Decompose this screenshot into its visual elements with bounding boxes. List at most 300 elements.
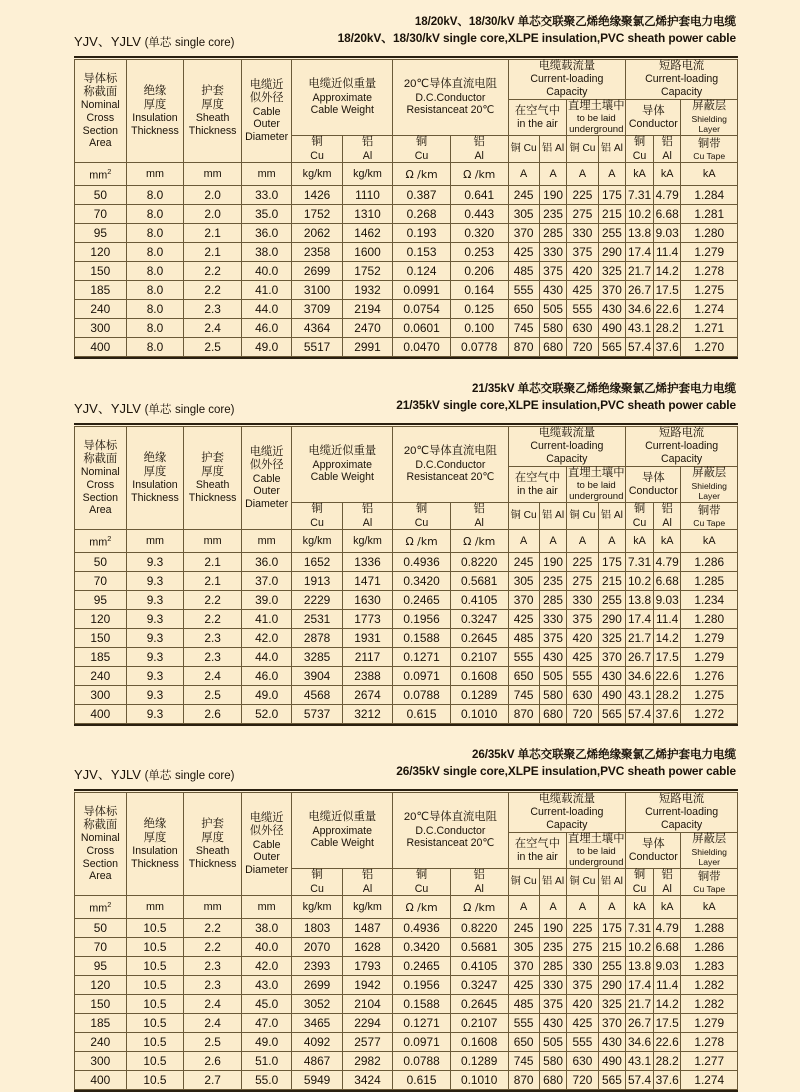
th-label-en: in the air bbox=[517, 117, 558, 130]
table-row bbox=[75, 338, 738, 357]
cell-insulation-thickness: 10.5 bbox=[126, 1033, 184, 1052]
th-label-en: Cu Tape bbox=[693, 517, 726, 528]
cell-nominal-cross-section: 240 bbox=[75, 667, 127, 686]
th-label: 铜 Cu bbox=[510, 143, 537, 155]
th-label-en-2: Cable Weight bbox=[310, 837, 374, 850]
cell-ampacity-underground-cu: 425 bbox=[567, 648, 598, 667]
cell-ampacity-air-al: 375 bbox=[539, 629, 567, 648]
cell-ampacity-air-al: 580 bbox=[539, 686, 567, 705]
cell-ampacity-underground-al: 290 bbox=[598, 610, 626, 629]
th-label-en-3: Section bbox=[82, 857, 118, 870]
cell-short-circuit-shield-cu-tape: 1.278 bbox=[681, 1033, 738, 1052]
th-label-cn: 铝 bbox=[473, 869, 485, 882]
cell-cable-outer-diameter: 38.0 bbox=[241, 919, 291, 938]
cell-ampacity-underground-al: 215 bbox=[598, 205, 626, 224]
th-label: 铝 Al bbox=[542, 876, 565, 888]
cell-nominal-cross-section: 95 bbox=[75, 591, 127, 610]
th-label-cn-1: 电缆近 bbox=[249, 78, 284, 91]
th-label: 铜 Cu bbox=[569, 510, 596, 522]
th-current-loading-group bbox=[508, 793, 626, 833]
cell-cable-weight-cu: 1426 bbox=[292, 186, 342, 205]
cell-dc-resistance-cu: 0.0991 bbox=[393, 281, 451, 300]
table-row bbox=[75, 957, 738, 976]
th-label-en-1: Nominal bbox=[80, 832, 120, 845]
unit-area: $mm^2$ bbox=[75, 530, 127, 553]
cell-short-circuit-conductor-al: 11.4 bbox=[653, 610, 681, 629]
cell-insulation-thickness: 8.0 bbox=[126, 281, 184, 300]
cell-nominal-cross-section: 400 bbox=[75, 705, 127, 724]
header-row-group-1 bbox=[75, 793, 738, 833]
unit-sc-cu: kA bbox=[626, 163, 654, 186]
cell-ampacity-underground-al: 490 bbox=[598, 319, 626, 338]
cell-cable-weight-al: 2388 bbox=[342, 667, 392, 686]
cell-cable-weight-al: 3424 bbox=[342, 1071, 392, 1090]
th-label-en-2: Cable Weight bbox=[310, 104, 374, 117]
th-resistance-cu bbox=[393, 136, 451, 163]
cell-ampacity-underground-al: 490 bbox=[598, 1052, 626, 1071]
th-label-cn: 铜带 bbox=[697, 137, 721, 150]
th-sheath-thickness bbox=[184, 793, 242, 896]
th-label-en-1: Approximate bbox=[312, 91, 373, 104]
unit-resistance-cu: Ω /km bbox=[393, 896, 451, 919]
cell-cable-weight-cu: 3904 bbox=[292, 667, 342, 686]
cell-sheath-thickness: 2.2 bbox=[184, 938, 242, 957]
th-nominal-cross-section bbox=[75, 793, 127, 896]
cell-ampacity-air-cu: 555 bbox=[508, 1014, 539, 1033]
cell-dc-resistance-al: 0.641 bbox=[450, 186, 508, 205]
cell-cable-weight-al: 1600 bbox=[342, 243, 392, 262]
cell-nominal-cross-section: 70 bbox=[75, 938, 127, 957]
cell-ampacity-air-al: 430 bbox=[539, 1014, 567, 1033]
cell-short-circuit-conductor-cu: 57.4 bbox=[626, 338, 654, 357]
table-row bbox=[75, 300, 738, 319]
th-label-cn-2: 似外径 bbox=[249, 459, 284, 472]
cell-cable-weight-al: 2294 bbox=[342, 1014, 392, 1033]
cell-nominal-cross-section: 185 bbox=[75, 648, 127, 667]
th-label-en-1: Cable bbox=[252, 472, 281, 485]
th-label-en-1: Cable bbox=[252, 105, 281, 118]
unit-weight-al: kg/km bbox=[342, 896, 392, 919]
th-label-en-1: Cable bbox=[252, 838, 281, 851]
cell-ampacity-underground-al: 370 bbox=[598, 281, 626, 300]
cell-cable-weight-cu: 5517 bbox=[292, 338, 342, 357]
th-label-cn: 导体 bbox=[642, 104, 665, 117]
table-row bbox=[75, 553, 738, 572]
cell-dc-resistance-al: 0.2645 bbox=[450, 995, 508, 1014]
th-label-en-3: Diameter bbox=[245, 497, 289, 510]
th-label-en: Current-loading Capacity bbox=[645, 440, 719, 465]
cell-dc-resistance-al: 0.125 bbox=[450, 300, 508, 319]
th-label-en: Cu bbox=[414, 516, 429, 529]
cell-ampacity-air-cu: 370 bbox=[508, 224, 539, 243]
unit-underground-al: A bbox=[598, 530, 626, 553]
th-sc-conductor-al bbox=[653, 869, 681, 896]
cell-sheath-thickness: 2.2 bbox=[184, 591, 242, 610]
cell-ampacity-underground-cu: 720 bbox=[567, 1071, 598, 1090]
cell-nominal-cross-section: 95 bbox=[75, 224, 127, 243]
cell-dc-resistance-al: 0.1289 bbox=[450, 1052, 508, 1071]
cell-cable-outer-diameter: 43.0 bbox=[241, 976, 291, 995]
th-sc-conductor-cu bbox=[626, 136, 654, 163]
cell-short-circuit-conductor-al: 4.79 bbox=[653, 186, 681, 205]
cell-ampacity-underground-cu: 275 bbox=[567, 938, 598, 957]
th-sc-conductor-al bbox=[653, 136, 681, 163]
table-row bbox=[75, 572, 738, 591]
cell-ampacity-underground-cu: 330 bbox=[567, 591, 598, 610]
th-label-en: Cu bbox=[414, 149, 429, 162]
cell-ampacity-underground-cu: 225 bbox=[567, 919, 598, 938]
unit-weight-al: kg/km bbox=[342, 163, 392, 186]
cell-cable-weight-al: 1630 bbox=[342, 591, 392, 610]
cell-dc-resistance-cu: 0.153 bbox=[393, 243, 451, 262]
cell-nominal-cross-section: 300 bbox=[75, 686, 127, 705]
cell-ampacity-air-cu: 870 bbox=[508, 705, 539, 724]
cell-cable-outer-diameter: 55.0 bbox=[241, 1071, 291, 1090]
table-row bbox=[75, 648, 738, 667]
th-air-cu bbox=[508, 503, 539, 530]
th-label-cn: 电缆载流量 bbox=[538, 427, 596, 439]
cell-cable-weight-cu: 5949 bbox=[292, 1071, 342, 1090]
table-row bbox=[75, 919, 738, 938]
cell-cable-weight-cu: 1913 bbox=[292, 572, 342, 591]
cell-short-circuit-shield-cu-tape: 1.284 bbox=[681, 186, 738, 205]
th-label-en: Cu bbox=[310, 882, 324, 895]
cell-cable-outer-diameter: 36.0 bbox=[241, 553, 291, 572]
th-label-en-2: Cable Weight bbox=[310, 471, 374, 484]
block-title-area bbox=[74, 381, 738, 423]
th-label-en-2: Thickness bbox=[188, 491, 237, 504]
th-label-cn: 铝 bbox=[661, 503, 673, 516]
th-label-en: Current-loading Capacity bbox=[530, 806, 604, 831]
th-label-cn: 铝 bbox=[361, 136, 374, 149]
cell-short-circuit-conductor-cu: 34.6 bbox=[626, 667, 654, 686]
cell-short-circuit-conductor-cu: 17.4 bbox=[626, 610, 654, 629]
table-wrapper bbox=[74, 56, 738, 359]
cell-sheath-thickness: 2.1 bbox=[184, 243, 242, 262]
cell-nominal-cross-section: 95 bbox=[75, 957, 127, 976]
table-row bbox=[75, 976, 738, 995]
th-label-cn-1: 绝缘 bbox=[143, 85, 167, 98]
cell-insulation-thickness: 9.3 bbox=[126, 648, 184, 667]
cell-sheath-thickness: 2.2 bbox=[184, 610, 242, 629]
th-label-en: Al bbox=[662, 882, 672, 895]
table-18-20kv bbox=[74, 59, 738, 357]
cell-insulation-thickness: 9.3 bbox=[126, 553, 184, 572]
th-label-en-2: Thickness bbox=[188, 124, 237, 137]
cell-ampacity-air-cu: 745 bbox=[508, 686, 539, 705]
series-paren-cn: (单芯 bbox=[144, 404, 172, 416]
cell-short-circuit-shield-cu-tape: 1.283 bbox=[681, 957, 738, 976]
cell-nominal-cross-section: 120 bbox=[75, 243, 127, 262]
cell-sheath-thickness: 2.2 bbox=[184, 281, 242, 300]
cell-ampacity-underground-cu: 425 bbox=[567, 1014, 598, 1033]
cell-cable-weight-cu: 3709 bbox=[292, 300, 342, 319]
th-label-cn: 导体 bbox=[642, 471, 665, 484]
th-label-en-3: Section bbox=[82, 491, 118, 504]
cell-insulation-thickness: 8.0 bbox=[126, 262, 184, 281]
cell-dc-resistance-cu: 0.2465 bbox=[393, 591, 451, 610]
th-label-en-2: Thickness bbox=[131, 124, 179, 137]
unit-resistance-al: Ω /km bbox=[450, 530, 508, 553]
th-label-cn: 铜 bbox=[311, 136, 323, 149]
cell-ampacity-underground-cu: 720 bbox=[567, 705, 598, 724]
cell-ampacity-air-al: 430 bbox=[539, 648, 567, 667]
th-label-cn: 铜 bbox=[415, 869, 428, 882]
cell-short-circuit-shield-cu-tape: 1.279 bbox=[681, 243, 738, 262]
unit-area: $mm^2$ bbox=[75, 163, 127, 186]
cell-cable-outer-diameter: 44.0 bbox=[241, 648, 291, 667]
th-label-en: Cu bbox=[310, 516, 324, 529]
th-label-cn-1: 电缆近 bbox=[249, 445, 284, 458]
cell-ampacity-air-al: 680 bbox=[539, 705, 567, 724]
th-insulation-thickness bbox=[126, 60, 184, 163]
cell-cable-weight-cu: 4364 bbox=[292, 319, 342, 338]
cell-short-circuit-conductor-al: 22.6 bbox=[653, 667, 681, 686]
cell-ampacity-underground-al: 430 bbox=[598, 1033, 626, 1052]
cell-insulation-thickness: 10.5 bbox=[126, 957, 184, 976]
cell-nominal-cross-section: 150 bbox=[75, 262, 127, 281]
table-wrapper bbox=[74, 423, 738, 726]
cell-short-circuit-conductor-cu: 13.8 bbox=[626, 224, 654, 243]
cell-short-circuit-conductor-al: 17.5 bbox=[653, 1014, 681, 1033]
th-label-en: Cu bbox=[632, 149, 647, 162]
unit-underground-cu: A bbox=[567, 163, 598, 186]
th-underground-al bbox=[598, 869, 626, 896]
th-label-en: Current-loading Capacity bbox=[645, 806, 719, 831]
th-label-cn-2: 称截面 bbox=[83, 819, 118, 832]
units-row bbox=[75, 896, 738, 919]
th-label-en-3: Diameter bbox=[245, 130, 289, 143]
cell-dc-resistance-cu: 0.3420 bbox=[393, 572, 451, 591]
unit-sc-tape: kA bbox=[681, 896, 738, 919]
cell-ampacity-underground-al: 290 bbox=[598, 976, 626, 995]
th-label-cn: 铜带 bbox=[697, 870, 721, 883]
th-cable-outer-diameter bbox=[241, 60, 291, 163]
unit-weight-cu: kg/km bbox=[292, 530, 342, 553]
cell-insulation-thickness: 10.5 bbox=[126, 938, 184, 957]
cell-cable-outer-diameter: 42.0 bbox=[241, 957, 291, 976]
cell-nominal-cross-section: 150 bbox=[75, 995, 127, 1014]
th-underground-cu bbox=[567, 136, 598, 163]
cell-cable-weight-al: 3212 bbox=[342, 705, 392, 724]
cell-short-circuit-conductor-al: 11.4 bbox=[653, 976, 681, 995]
cell-short-circuit-conductor-cu: 34.6 bbox=[626, 1033, 654, 1052]
unit-sc-cu: kA bbox=[626, 896, 654, 919]
cell-insulation-thickness: 10.5 bbox=[126, 976, 184, 995]
cell-ampacity-underground-al: 175 bbox=[598, 553, 626, 572]
cell-ampacity-air-cu: 370 bbox=[508, 957, 539, 976]
cell-short-circuit-conductor-al: 37.6 bbox=[653, 705, 681, 724]
unit-sc-tape: kA bbox=[681, 530, 738, 553]
th-resistance-cu bbox=[393, 503, 451, 530]
cell-cable-weight-al: 2674 bbox=[342, 686, 392, 705]
cell-dc-resistance-al: 0.4105 bbox=[450, 957, 508, 976]
th-label-en: Al bbox=[474, 516, 484, 529]
cell-ampacity-air-cu: 425 bbox=[508, 243, 539, 262]
unit-resistance-cu: Ω /km bbox=[393, 530, 451, 553]
cell-ampacity-air-cu: 870 bbox=[508, 338, 539, 357]
cell-short-circuit-shield-cu-tape: 1.280 bbox=[681, 224, 738, 243]
cell-cable-outer-diameter: 41.0 bbox=[241, 281, 291, 300]
th-in-the-air bbox=[508, 99, 567, 136]
th-label-cn: 铜 bbox=[633, 136, 646, 149]
cell-ampacity-underground-cu: 375 bbox=[567, 610, 598, 629]
cell-ampacity-underground-cu: 225 bbox=[567, 553, 598, 572]
th-label-cn-2: 似外径 bbox=[249, 92, 284, 105]
cell-cable-weight-al: 1793 bbox=[342, 957, 392, 976]
th-conductor bbox=[626, 99, 681, 136]
cell-sheath-thickness: 2.4 bbox=[184, 667, 242, 686]
cell-nominal-cross-section: 50 bbox=[75, 553, 127, 572]
th-label-en: Al bbox=[662, 149, 672, 162]
cell-dc-resistance-al: 0.2107 bbox=[450, 1014, 508, 1033]
unit-air-al: A bbox=[539, 163, 567, 186]
th-cable-weight-group bbox=[292, 427, 393, 503]
header-row-group-1 bbox=[75, 60, 738, 100]
cell-ampacity-underground-cu: 330 bbox=[567, 957, 598, 976]
unit-air-cu: A bbox=[508, 163, 539, 186]
cell-sheath-thickness: 2.2 bbox=[184, 919, 242, 938]
th-sc-conductor-al bbox=[653, 503, 681, 530]
th-label-cn: 铜 bbox=[633, 503, 646, 516]
cell-cable-outer-diameter: 33.0 bbox=[241, 186, 291, 205]
cell-ampacity-underground-al: 215 bbox=[598, 572, 626, 591]
cell-short-circuit-conductor-al: 9.03 bbox=[653, 591, 681, 610]
th-label-en-3: Section bbox=[82, 124, 118, 137]
cell-ampacity-air-al: 505 bbox=[539, 667, 567, 686]
cell-sheath-thickness: 2.7 bbox=[184, 1071, 242, 1090]
cell-short-circuit-conductor-al: 6.68 bbox=[653, 938, 681, 957]
cell-cable-weight-al: 2194 bbox=[342, 300, 392, 319]
cell-cable-outer-diameter: 38.0 bbox=[241, 243, 291, 262]
cell-sheath-thickness: 2.5 bbox=[184, 1033, 242, 1052]
cell-cable-weight-al: 1462 bbox=[342, 224, 392, 243]
cell-cable-weight-al: 2117 bbox=[342, 648, 392, 667]
th-label-cn-2: 称截面 bbox=[83, 86, 118, 99]
cell-cable-outer-diameter: 52.0 bbox=[241, 705, 291, 724]
cell-short-circuit-shield-cu-tape: 1.279 bbox=[681, 629, 738, 648]
th-label-en-2: Cross bbox=[86, 112, 115, 125]
table-row bbox=[75, 705, 738, 724]
cell-ampacity-underground-al: 175 bbox=[598, 919, 626, 938]
cell-ampacity-air-al: 285 bbox=[539, 224, 567, 243]
cell-ampacity-underground-al: 430 bbox=[598, 300, 626, 319]
th-label-en-4: Area bbox=[89, 870, 112, 883]
th-short-circuit-group bbox=[626, 60, 738, 100]
title-cn: 26/35kV 单芯交联聚乙烯绝缘聚氯乙烯护套电力电缆 bbox=[472, 748, 736, 761]
cell-cable-weight-cu: 5737 bbox=[292, 705, 342, 724]
cell-sheath-thickness: 2.3 bbox=[184, 629, 242, 648]
th-label-en-2: Thickness bbox=[131, 491, 179, 504]
th-label-en-1: Insulation bbox=[132, 479, 178, 492]
cell-short-circuit-conductor-al: 28.2 bbox=[653, 319, 681, 338]
cell-cable-weight-cu: 2229 bbox=[292, 591, 342, 610]
table-row bbox=[75, 610, 738, 629]
cell-nominal-cross-section: 240 bbox=[75, 300, 127, 319]
cell-dc-resistance-al: 0.100 bbox=[450, 319, 508, 338]
th-label-en-2: Outer bbox=[253, 851, 280, 864]
cell-nominal-cross-section: 185 bbox=[75, 1014, 127, 1033]
th-underground bbox=[567, 99, 626, 136]
cell-sheath-thickness: 2.4 bbox=[184, 995, 242, 1014]
cell-nominal-cross-section: 300 bbox=[75, 319, 127, 338]
th-sc-shield-cu-tape bbox=[681, 136, 738, 163]
cell-nominal-cross-section: 120 bbox=[75, 976, 127, 995]
th-label: 铝 Al bbox=[600, 143, 623, 155]
cell-dc-resistance-al: 0.1608 bbox=[450, 1033, 508, 1052]
cell-insulation-thickness: 9.3 bbox=[126, 591, 184, 610]
title-en: 18/20kV、18/30/kV single core,XLPE insulation,PVC sheath power cable bbox=[337, 31, 736, 45]
cell-ampacity-air-cu: 555 bbox=[508, 281, 539, 300]
cell-cable-outer-diameter: 39.0 bbox=[241, 591, 291, 610]
th-label: 铜 Cu bbox=[510, 510, 537, 522]
th-label: 铝 Al bbox=[600, 510, 623, 522]
cell-ampacity-underground-cu: 720 bbox=[567, 338, 598, 357]
cell-ampacity-underground-al: 325 bbox=[598, 629, 626, 648]
th-label-en-2: Outer bbox=[253, 118, 280, 131]
cell-nominal-cross-section: 150 bbox=[75, 629, 127, 648]
cell-dc-resistance-cu: 0.1956 bbox=[393, 610, 451, 629]
th-label-en-1: Sheath bbox=[195, 112, 230, 125]
cell-insulation-thickness: 8.0 bbox=[126, 224, 184, 243]
cell-cable-outer-diameter: 40.0 bbox=[241, 262, 291, 281]
cell-sheath-thickness: 2.3 bbox=[184, 957, 242, 976]
th-shielding-layer bbox=[681, 832, 738, 869]
th-label-en-1: Approximate bbox=[312, 824, 373, 837]
th-label-cn: 电缆近似重量 bbox=[308, 78, 377, 91]
unit-air-cu: A bbox=[508, 530, 539, 553]
cell-insulation-thickness: 9.3 bbox=[126, 572, 184, 591]
cell-cable-weight-cu: 4867 bbox=[292, 1052, 342, 1071]
cell-sheath-thickness: 2.3 bbox=[184, 976, 242, 995]
cell-short-circuit-shield-cu-tape: 1.286 bbox=[681, 938, 738, 957]
unit-outer-diameter: mm bbox=[241, 896, 291, 919]
series-code: YJV、YJLV bbox=[74, 34, 141, 49]
cell-dc-resistance-al: 0.320 bbox=[450, 224, 508, 243]
cell-dc-resistance-cu: 0.193 bbox=[393, 224, 451, 243]
cell-short-circuit-conductor-cu: 21.7 bbox=[626, 629, 654, 648]
th-sc-shield-cu-tape bbox=[681, 869, 738, 896]
cell-cable-weight-cu: 2070 bbox=[292, 938, 342, 957]
cell-cable-weight-cu: 2699 bbox=[292, 262, 342, 281]
unit-sheath-thickness: mm bbox=[184, 896, 242, 919]
th-dc-resistance-group bbox=[393, 793, 508, 869]
cell-insulation-thickness: 10.5 bbox=[126, 919, 184, 938]
th-cable-weight-group bbox=[292, 793, 393, 869]
cell-dc-resistance-cu: 0.0788 bbox=[393, 686, 451, 705]
th-resistance-cu bbox=[393, 869, 451, 896]
cell-dc-resistance-cu: 0.1271 bbox=[393, 648, 451, 667]
th-current-loading-group bbox=[508, 427, 626, 467]
cell-cable-outer-diameter: 46.0 bbox=[241, 667, 291, 686]
th-label-en: Conductor bbox=[628, 850, 678, 863]
th-label-cn: 铜 bbox=[415, 136, 428, 149]
th-current-loading-group bbox=[508, 60, 626, 100]
cell-nominal-cross-section: 185 bbox=[75, 281, 127, 300]
th-label: 铜 Cu bbox=[569, 876, 596, 888]
cell-ampacity-air-al: 505 bbox=[539, 300, 567, 319]
cell-cable-weight-al: 1487 bbox=[342, 919, 392, 938]
cell-sheath-thickness: 2.1 bbox=[184, 572, 242, 591]
cell-cable-weight-al: 1752 bbox=[342, 262, 392, 281]
th-label-cn-2: 称截面 bbox=[83, 453, 118, 466]
cell-dc-resistance-al: 0.1010 bbox=[450, 1071, 508, 1090]
th-label-en-1: Approximate bbox=[312, 458, 373, 471]
th-label-en: Cu bbox=[632, 516, 647, 529]
cell-short-circuit-conductor-cu: 17.4 bbox=[626, 976, 654, 995]
cell-short-circuit-shield-cu-tape: 1.234 bbox=[681, 591, 738, 610]
cell-short-circuit-conductor-al: 11.4 bbox=[653, 243, 681, 262]
